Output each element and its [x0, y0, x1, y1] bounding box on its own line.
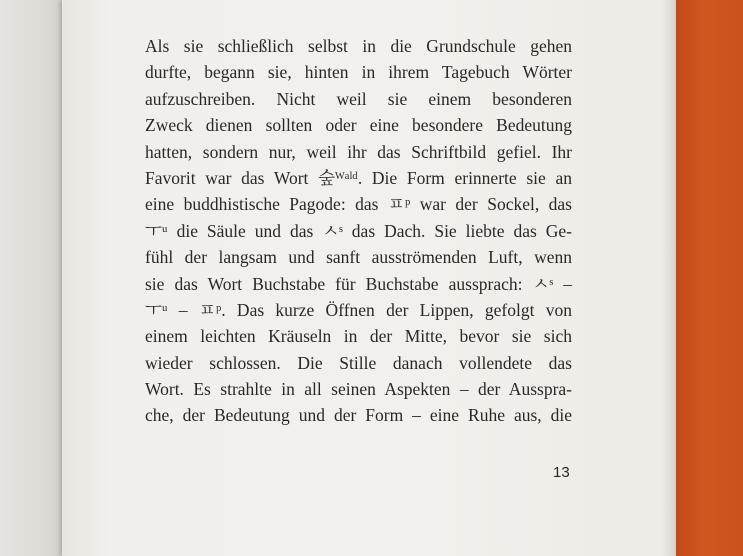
text-line: hatten, sondern nur, weil ihr das Schriftbild gefiel. Ihr: [145, 141, 572, 162]
text-line: Wort. Es strahlte in all seinen Aspekten – der Ausspra-: [145, 379, 572, 400]
text-line: wieder schlossen. Die Stille danach vollendete das: [145, 352, 572, 373]
previous-page-edge: [0, 0, 66, 556]
text-line: Favorit war das Wort 숲ᵂᵃˡᵈ. Die Form erinnerte sie an: [145, 167, 572, 188]
page-text-block: [145, 33, 572, 429]
text-line: durfte, begann sie, hinten in ihrem Tagebuch Wörter: [145, 62, 572, 83]
text-line: ㅜᵘ die Säule und das ㅅˢ das Dach. Sie liebte das Ge-: [145, 220, 572, 241]
page-number: 13: [553, 464, 570, 481]
book-cover-back: [676, 0, 743, 556]
text-line: fühl der langsam und sanft ausströmenden Luft, wenn: [145, 247, 572, 268]
text-line: ㅜᵘ – ㅍᵖ. Das kurze Öffnen der Lippen, gefolgt von: [145, 299, 572, 320]
text-line: Zweck dienen sollten oder eine besondere Bedeutung: [145, 115, 572, 136]
text-line: aufzuschreiben. Nicht weil sie einem besonderen: [145, 88, 572, 109]
text-line: sie das Wort Buchstabe für Buchstabe aussprach: ㅅˢ –: [145, 273, 572, 294]
text-line: einem leichten Kräuseln in der Mitte, bevor sie sich: [145, 326, 572, 347]
text-line: Als sie schließlich selbst in die Grundschule gehen: [145, 36, 572, 56]
text-line: eine buddhistische Pagode: das ㅍᵖ war der Sockel, das: [145, 194, 572, 215]
text-line: che, der Bedeutung und der Form – eine Ruhe aus, die: [145, 405, 572, 426]
